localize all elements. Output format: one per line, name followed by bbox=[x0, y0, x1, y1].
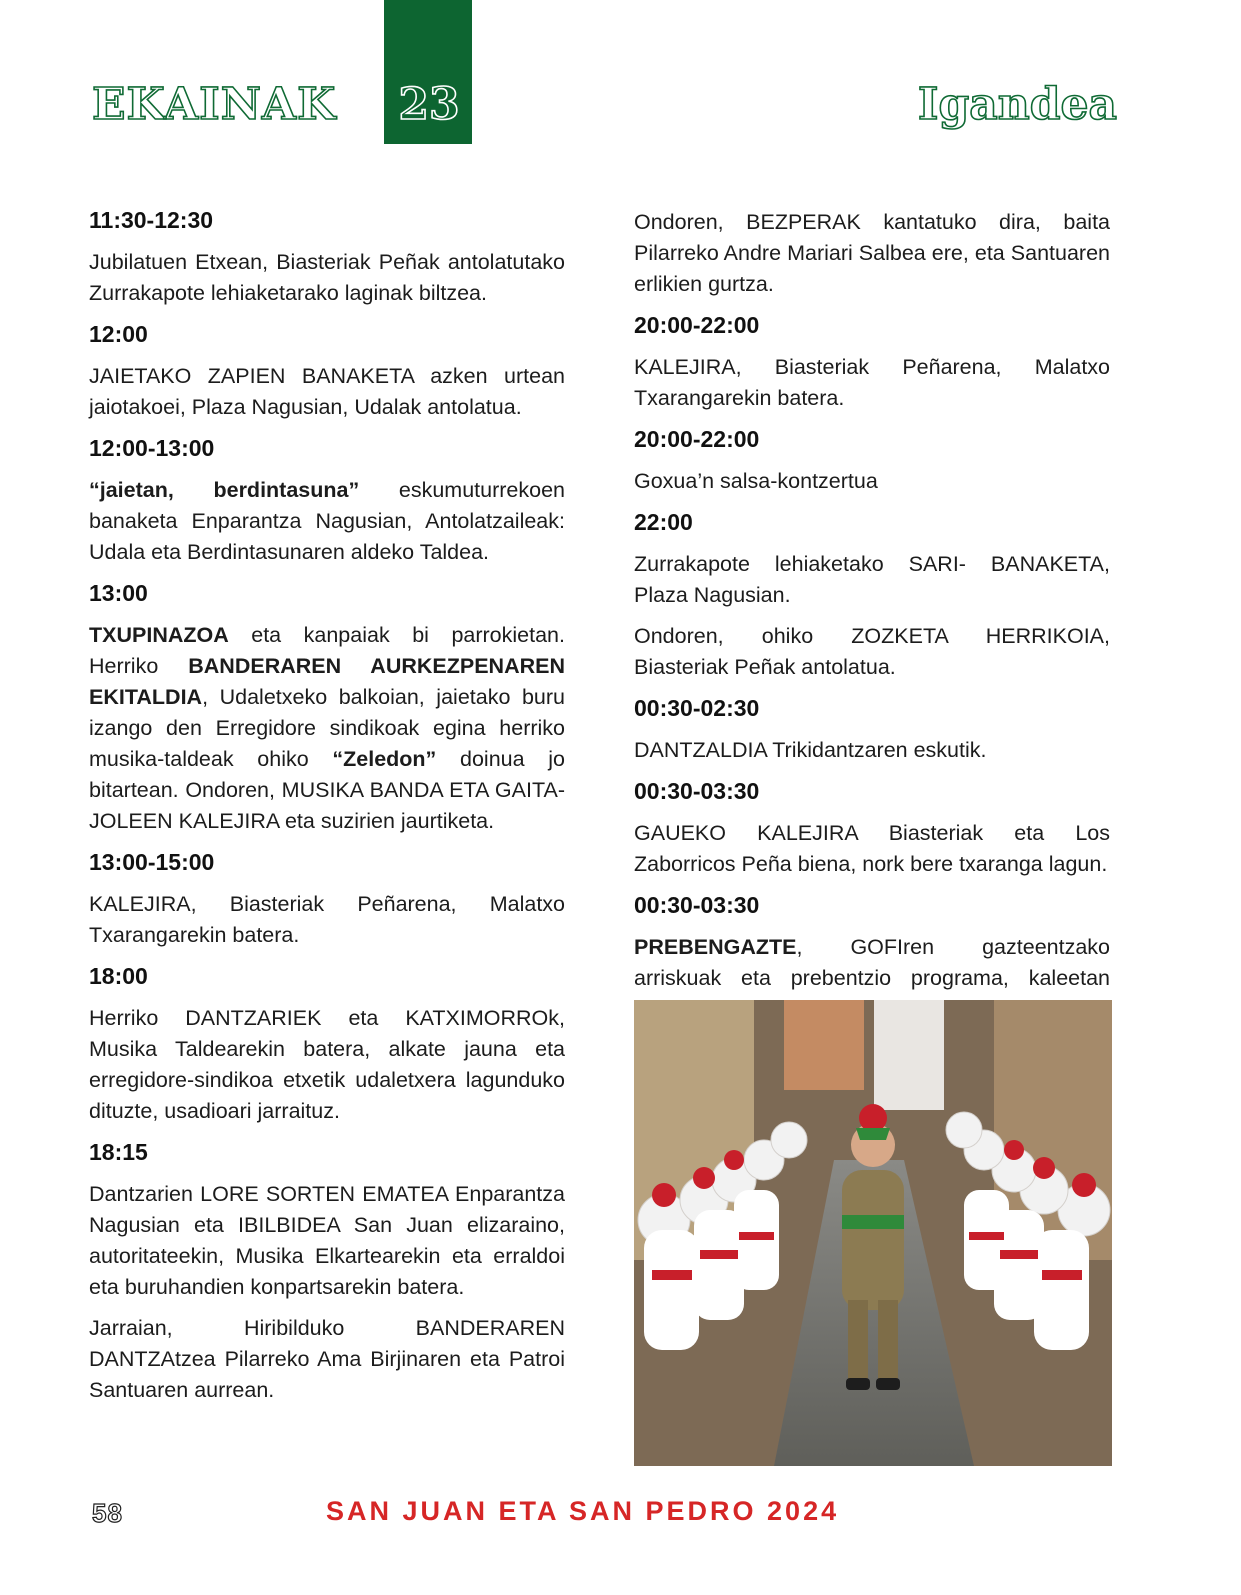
text-run: DANTZALDIA Trikidantzaren eskutik. bbox=[634, 738, 987, 762]
event-description bbox=[634, 466, 1110, 497]
text-run: Jarraian, Hiribilduko BANDERAREN DANTZAtzea Pilarreko Ama Birjinaren eta Patroi Santuaren aurrean. bbox=[89, 1316, 565, 1402]
event-description bbox=[634, 818, 1110, 880]
text-run: eskumuturrekoen banaketa Enparantza Nagusian, Antolatzaileak: Udala eta Berdintasunaren aldeko Taldea. bbox=[89, 478, 565, 564]
event-description bbox=[634, 352, 1110, 414]
text-run: Ondoren, BEZPERAK kantatuko dira, baita Pilarreko Andre Mariari Salbea ere, eta Santuaren erlikien gurtza. bbox=[634, 210, 1110, 296]
right-column bbox=[634, 207, 1110, 1035]
text-run: Jubilatuen Etxean, Biasteriak Peñak antolatutako Zurrakapote lehiaketarako laginak biltzea. bbox=[89, 250, 565, 305]
event-description bbox=[634, 207, 1110, 300]
bold-text: TXUPINAZOA bbox=[89, 623, 229, 647]
event-description bbox=[89, 620, 565, 837]
event-description bbox=[89, 1003, 565, 1127]
event-time: 18:00 bbox=[89, 963, 148, 989]
event-time: 20:00-22:00 bbox=[634, 312, 760, 338]
page-header bbox=[0, 0, 1241, 150]
text-run: KALEJIRA, Biasteriak Peñarena, Malatxo Txarangarekin batera. bbox=[634, 355, 1110, 410]
event-description bbox=[634, 549, 1110, 611]
event-time: 00:30-02:30 bbox=[634, 695, 760, 721]
bold-text: PREBENGAZTE bbox=[634, 935, 797, 959]
event-time: 12:00-13:00 bbox=[89, 435, 215, 461]
event-description bbox=[634, 735, 1110, 766]
event-time: 18:15 bbox=[89, 1139, 148, 1165]
event-time: 12:00 bbox=[89, 321, 148, 347]
event-time: 00:30-03:30 bbox=[634, 892, 760, 918]
festival-dancers-photo bbox=[634, 1000, 1112, 1466]
event-description bbox=[89, 361, 565, 423]
text-run: GAUEKO KALEJIRA Biasteriak eta Los Zaborricos Peña biena, nork bere txaranga lagun. bbox=[634, 821, 1110, 876]
weekday-title: Igandea bbox=[917, 79, 1117, 130]
text-run: Zurrakapote lehiaketako SARI- BANAKETA, Plaza Nagusian. bbox=[634, 552, 1110, 607]
footer-title: SAN JUAN ETA SAN PEDRO 2024 bbox=[326, 1496, 840, 1526]
event-time: 20:00-22:00 bbox=[634, 426, 760, 452]
text-run: Dantzarien LORE SORTEN EMATEA Enparantza Nagusian eta IBILBIDEA San Juan elizaraino, autoritateekin, Musika Elkartearekin eta erraldoi eta buruhandien konpartsarekin batera. bbox=[89, 1182, 565, 1299]
month-title: EKAINAK bbox=[92, 79, 337, 130]
event-time: 11:30-12:30 bbox=[89, 207, 214, 233]
event-description bbox=[634, 621, 1110, 683]
event-time: 00:30-03:30 bbox=[634, 778, 760, 804]
text-run: Herriko DANTZARIEK eta KATXIMORROk, Musika Taldearekin batera, alkate jauna eta erregidore-sindikoa etxetik udaletxera lagunduko dituzte, usadioari jarraituz. bbox=[89, 1006, 565, 1123]
text-run: Ondoren, ohiko ZOZKETA HERRIKOIA, Biasteriak Peñak antolatua. bbox=[634, 624, 1110, 679]
event-description bbox=[89, 1179, 565, 1303]
text-run: KALEJIRA, Biasteriak Peñarena, Malatxo Txarangarekin batera. bbox=[89, 892, 565, 947]
text-run: JAIETAKO ZAPIEN BANAKETA azken urtean jaiotakoei, Plaza Nagusian, Udalak antolatua. bbox=[89, 364, 565, 419]
event-description bbox=[89, 475, 565, 568]
text-run: , Udaletxeko balkoian, jaietako buru izango den Erregidore sindikoak egina herriko musika-taldeak ohiko bbox=[89, 685, 565, 771]
bold-text: BANDERAREN AURKEZPENAREN EKITALDIA bbox=[89, 654, 566, 709]
event-time: 13:00 bbox=[89, 580, 148, 606]
event-description bbox=[89, 1313, 565, 1406]
left-column bbox=[89, 205, 565, 1416]
day-number: 23 bbox=[398, 79, 460, 130]
text-run: doinua jo bitartean. Ondoren, MUSIKA BANDA ETA GAITA-JOLEEN KALEJIRA eta suzirien jaurtiketa. bbox=[89, 747, 566, 833]
bold-text: “jaietan, berdintasuna” bbox=[89, 478, 360, 502]
bold-text: “Zeledon” bbox=[332, 747, 437, 771]
event-time: 13:00-15:00 bbox=[89, 849, 215, 875]
event-time: 22:00 bbox=[634, 509, 693, 535]
text-run: , GOFIren gazteentzako arriskuak eta prebentzio programa, kaleetan bbox=[634, 935, 1110, 990]
event-description bbox=[89, 889, 565, 951]
page-number: 58 bbox=[92, 1498, 123, 1528]
event-description bbox=[89, 247, 565, 309]
text-run: Goxua’n salsa-kontzertua bbox=[634, 469, 878, 493]
text-run: eta kanpaiak bi parrokietan. Herriko bbox=[89, 623, 565, 678]
